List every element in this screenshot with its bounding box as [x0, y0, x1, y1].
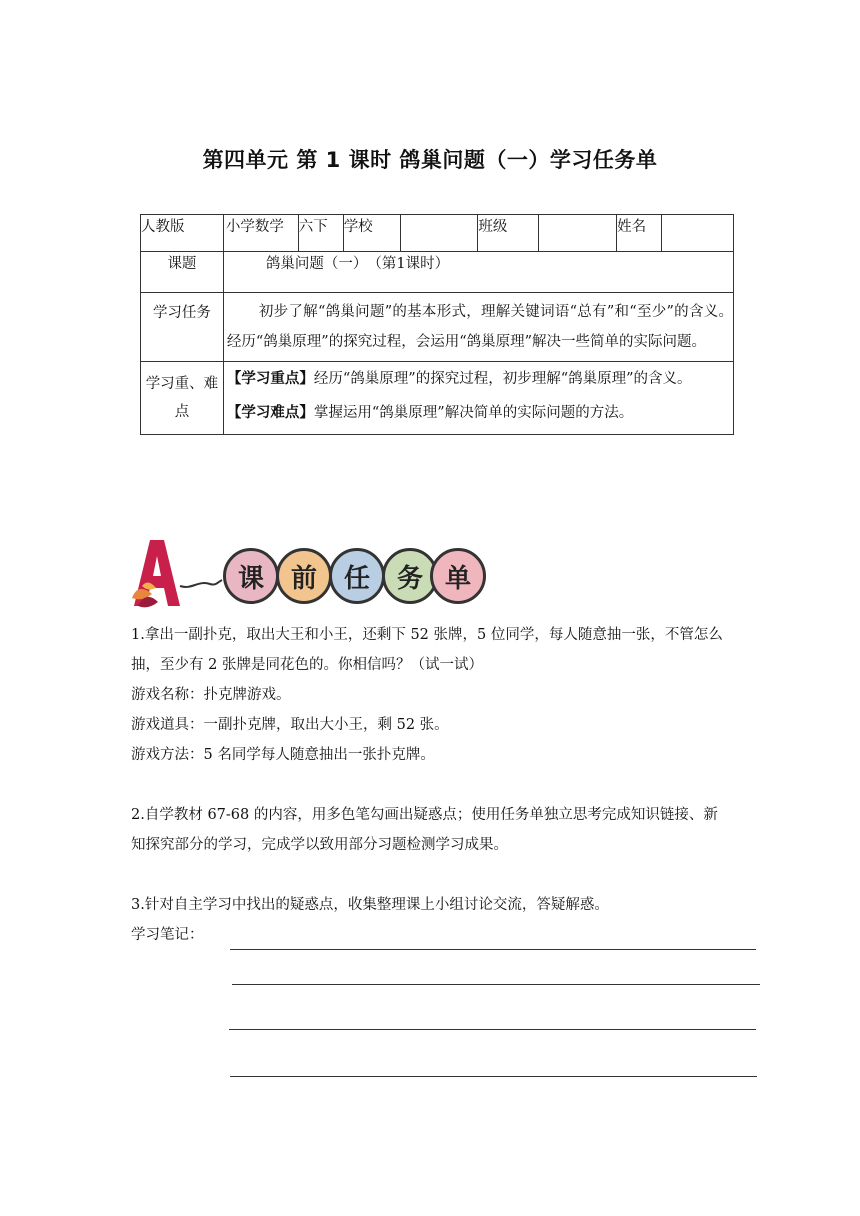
topic-label: 课题 [141, 252, 224, 293]
task-text: 初步了解“鸽巢问题”的基本形式，理解关键词语“总有”和“至少”的含义。经历“鸽巢原理”的探究过程，会运用“鸽巢原理”解决一些简单的实际问题。 [226, 304, 733, 350]
note-line[interactable] [229, 1029, 756, 1030]
pre-class-tasks [131, 620, 731, 950]
class-field[interactable] [539, 215, 617, 252]
task-label: 学习任务 [141, 293, 224, 362]
key-points-row [141, 362, 734, 435]
focus-tag: 【学习重点】 [226, 370, 314, 387]
banner-char-1: 课 [223, 548, 279, 604]
grade-cell: 六下 [298, 215, 343, 252]
game-props: 游戏道具：一副扑克牌，取出大小王，剩 52 张。 [131, 717, 449, 733]
banner-char-3: 任 [329, 548, 385, 604]
letter-a-logo-icon [128, 536, 223, 612]
notes-label: 学习笔记： [131, 927, 204, 943]
item-1: 1.拿出一副扑克，取出大王和小王，还剩下 52 张牌，5 位同学，每人随意抽一张，不管怎么抽，至少有 2 张牌是同花色的。你相信吗？（试一试） [131, 627, 723, 673]
class-label: 班级 [478, 215, 539, 252]
banner-char-5: 单 [430, 548, 486, 604]
note-line[interactable] [232, 984, 760, 985]
item-2: 2.自学教材 67-68 的内容，用多色笔勾画出疑惑点；使用任务单独立思考完成知识链接、新知探究部分的学习，完成学以致用部分习题检测学习成果。 [131, 807, 718, 853]
item-3: 3.针对自主学习中找出的疑惑点，收集整理课上小组讨论交流，答疑解惑。 [131, 897, 609, 913]
school-field[interactable] [400, 215, 478, 252]
difficulty-paragraph [224, 396, 733, 434]
game-name: 游戏名称：扑克牌游戏。 [131, 687, 291, 703]
note-line[interactable] [230, 1076, 757, 1077]
difficulty-text: 掌握运用“鸽巢原理”解决简单的实际问题的方法。 [313, 405, 634, 421]
topic-value: 鸽巢问题（一） （第1课时） [223, 252, 733, 293]
page-title: 第四单元 第 1 课时 鸽巢问题（一）学习任务单 [202, 148, 658, 172]
banner-char-2: 前 [276, 548, 332, 604]
note-line[interactable] [230, 949, 756, 950]
focus-paragraph [224, 362, 733, 396]
key-points-cell [223, 362, 733, 435]
publisher-cell: 人教版 [141, 215, 224, 252]
name-label: 姓名 [617, 215, 662, 252]
header-row [141, 215, 734, 252]
pre-class-banner [128, 536, 488, 612]
task-row [141, 293, 734, 362]
focus-text: 经历“鸽巢原理”的探究过程，初步理解“鸽巢原理”的含义。 [313, 371, 692, 387]
name-field[interactable] [662, 215, 734, 252]
game-method: 游戏方法：5 名同学每人随意抽出一张扑克牌。 [131, 747, 435, 763]
topic-row [141, 252, 734, 293]
info-table [140, 214, 734, 435]
banner-char-4: 务 [382, 548, 438, 604]
difficulty-tag: 【学习难点】 [226, 404, 314, 421]
key-points-label: 学习重、难点 [141, 362, 224, 435]
task-cell [223, 293, 733, 362]
school-label: 学校 [343, 215, 400, 252]
subject-cell: 小学数学 [223, 215, 298, 252]
